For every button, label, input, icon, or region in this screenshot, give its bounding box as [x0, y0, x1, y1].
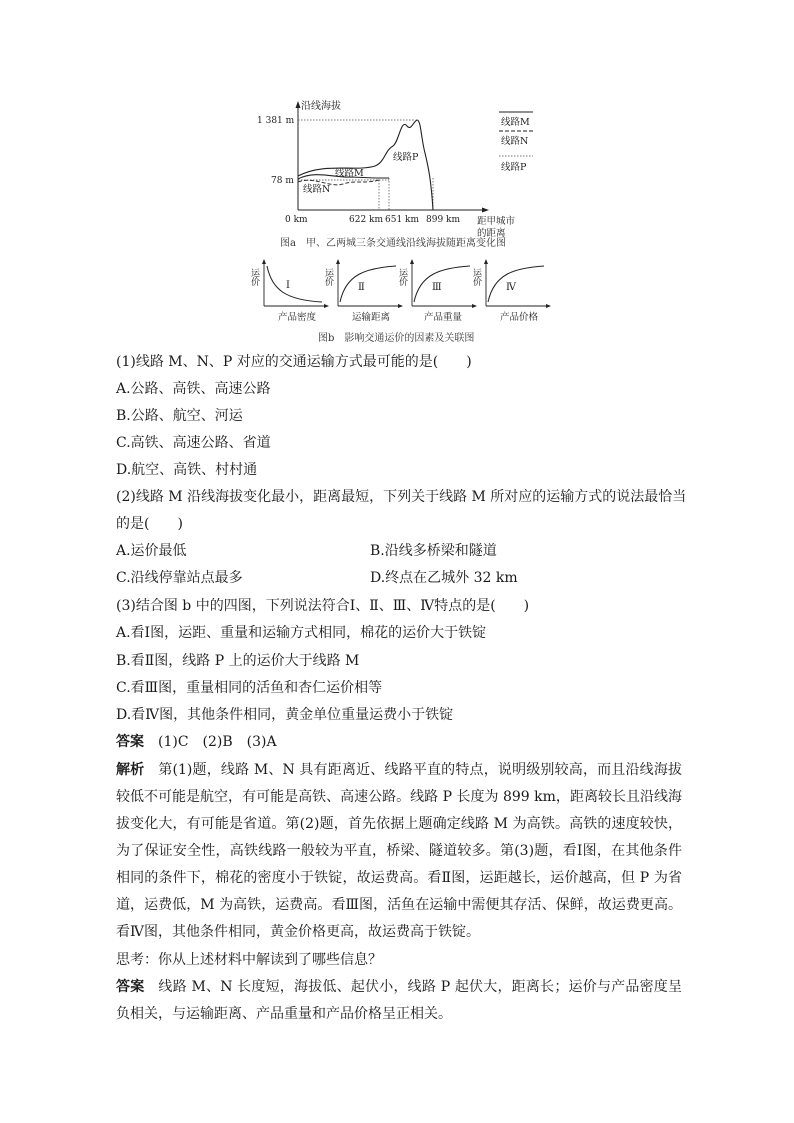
q2-option-a: A.运价最低 [116, 543, 187, 559]
analysis-label: 解析 [116, 762, 145, 778]
answer2-paragraph [116, 974, 682, 1028]
legend-m: 线路M [501, 117, 530, 128]
elevation-chart [255, 98, 555, 239]
q2-stem-line1: (2)线路 M 沿线海拔变化最小，距离最短，下列关于线路 M 所对应的运输方式的说法最恰当 [116, 489, 687, 505]
line-p [298, 120, 433, 210]
analysis-paragraph [116, 757, 682, 946]
x-tick-899: 899 km [426, 215, 461, 225]
answer-label: 答案 [116, 734, 144, 750]
q1-option-c: C.高铁、高速公路、省道 [116, 435, 271, 451]
y-tick-1381: 1 381 m [257, 116, 295, 126]
q3-option-a: A.看Ⅰ图，运距、重量和运输方式相同，棉花的运价大于铁锭 [116, 625, 487, 641]
q3-option-b: B.看Ⅱ图，线路 P 上的运价大于线路 M [116, 653, 360, 669]
q2-stem-line2: 的是( ) [116, 516, 183, 532]
graph-iii-y-label: 运价 [397, 268, 407, 286]
graph-iv-curve [488, 266, 544, 302]
answer-text: (1)C (2)B (3)A [158, 734, 277, 750]
q3-stem: (3)结合图 b 中的四图，下列说法符合Ⅰ、Ⅱ、Ⅲ、Ⅳ特点的是( ) [116, 598, 530, 614]
legend-n: 线路N [501, 136, 529, 147]
graph-iii-roman: Ⅲ [432, 282, 442, 293]
graph-ii [323, 256, 406, 324]
q1-option-b: B.公路、航空、河运 [116, 408, 243, 424]
q3-option-d: D.看Ⅳ图，其他条件相同，黄金单位重量运费小于铁锭 [116, 707, 454, 723]
graph-ii-x-label: 运输距离 [352, 312, 391, 323]
graph-ii-roman: Ⅱ [358, 282, 365, 293]
q2-option-c: C.沿线停靠站点最多 [116, 570, 243, 586]
thinking-question: 思考：你从上述材料中解读到了哪些信息？ [116, 952, 382, 968]
y-axis-arrow [296, 101, 301, 108]
figure-a-caption: 图a 甲、乙两城三条交通线沿线海拔随距离变化图 [280, 238, 506, 249]
graph-iv-roman: Ⅳ [506, 282, 516, 293]
answer2-label: 答案 [116, 979, 145, 995]
x-axis-label-1: 距甲城市 [477, 216, 516, 227]
graph-i-x-label: 产品密度 [278, 312, 317, 323]
y-tick-78: 78 m [271, 176, 294, 186]
q3-option-c: C.看Ⅲ图，重量相同的活鱼和杏仁运价相等 [116, 680, 383, 696]
graph-i-roman: Ⅰ [286, 280, 290, 291]
q1-option-d: D.航空、高铁、村村通 [116, 462, 258, 478]
graph-i-y-label: 运价 [249, 268, 259, 286]
x-tick-622: 622 km [349, 215, 384, 225]
x-tick-0: 0 km [285, 215, 308, 225]
label-line-n: 线路N [303, 184, 331, 195]
graph-iii-x-label: 产品重量 [424, 312, 463, 323]
answer-line [116, 732, 277, 752]
graph-iv [471, 256, 554, 324]
graph-iv-x-label: 产品价格 [500, 312, 539, 323]
legend-p: 线路P [501, 162, 527, 173]
graph-iv-y-label: 运价 [471, 268, 481, 286]
q1-option-a: A.公路、高铁、高速公路 [116, 381, 271, 397]
q1-stem: (1)线路 M、N、P 对应的交通运输方式最可能的是( ) [116, 354, 472, 370]
x-axis-arrow [482, 208, 489, 213]
figure-b-caption: 图b 影响交通运价的因素及关联图 [318, 333, 475, 344]
graph-iii-curve [414, 266, 470, 302]
y-axis-label: 沿线海拔 [301, 101, 341, 112]
analysis-text: 第(1)题，线路 M、N 具有距离近、线路平直的特点，说明级别较高，而且沿线海拔较低不可能是航空，有可能是高铁、高速公路。线路 P 长度为 899 km，距离较长且沿线海拔变化大，有可能是省道。第(2)题，首先依据上题确定线路 M 为高铁。高铁的速度较快，为了保证安全性，高铁线路一般较为平直，桥梁、隧道较多。第(3)题，看Ⅰ图，在其他条件相同的条件下，棉花的密度小于铁锭，故运费高。看Ⅱ图，运距越长，运价越高，但 P 为省道，运费低，M 为高铁，运费高。看Ⅲ图，活鱼在运输中需便其存活、保鲜，故运费更高。看Ⅳ图，其他条件相同，黄金价格更高，故运费高于铁锭。 [116, 762, 682, 940]
label-line-p: 线路P [393, 152, 419, 163]
graph-i-curve [267, 266, 322, 302]
graph-iii [397, 256, 480, 324]
label-line-m: 线路M [335, 168, 364, 179]
x-tick-651: 651 km [385, 215, 420, 225]
graph-i [249, 256, 332, 324]
q2-option-b: B.沿线多桥梁和隧道 [370, 543, 497, 559]
q2-option-d: D.终点在乙城外 32 km [370, 570, 518, 586]
answer2-text: 线路 M、N 长度短，海拔低、起伏小，线路 P 起伏大，距离长；运价与产品密度呈负相关，与运输距离、产品重量和产品价格呈正相关。 [116, 979, 682, 1022]
graph-ii-curve [340, 266, 396, 302]
graph-ii-y-label: 运价 [323, 268, 333, 286]
x-axis-label-2: 的距离 [477, 228, 506, 239]
